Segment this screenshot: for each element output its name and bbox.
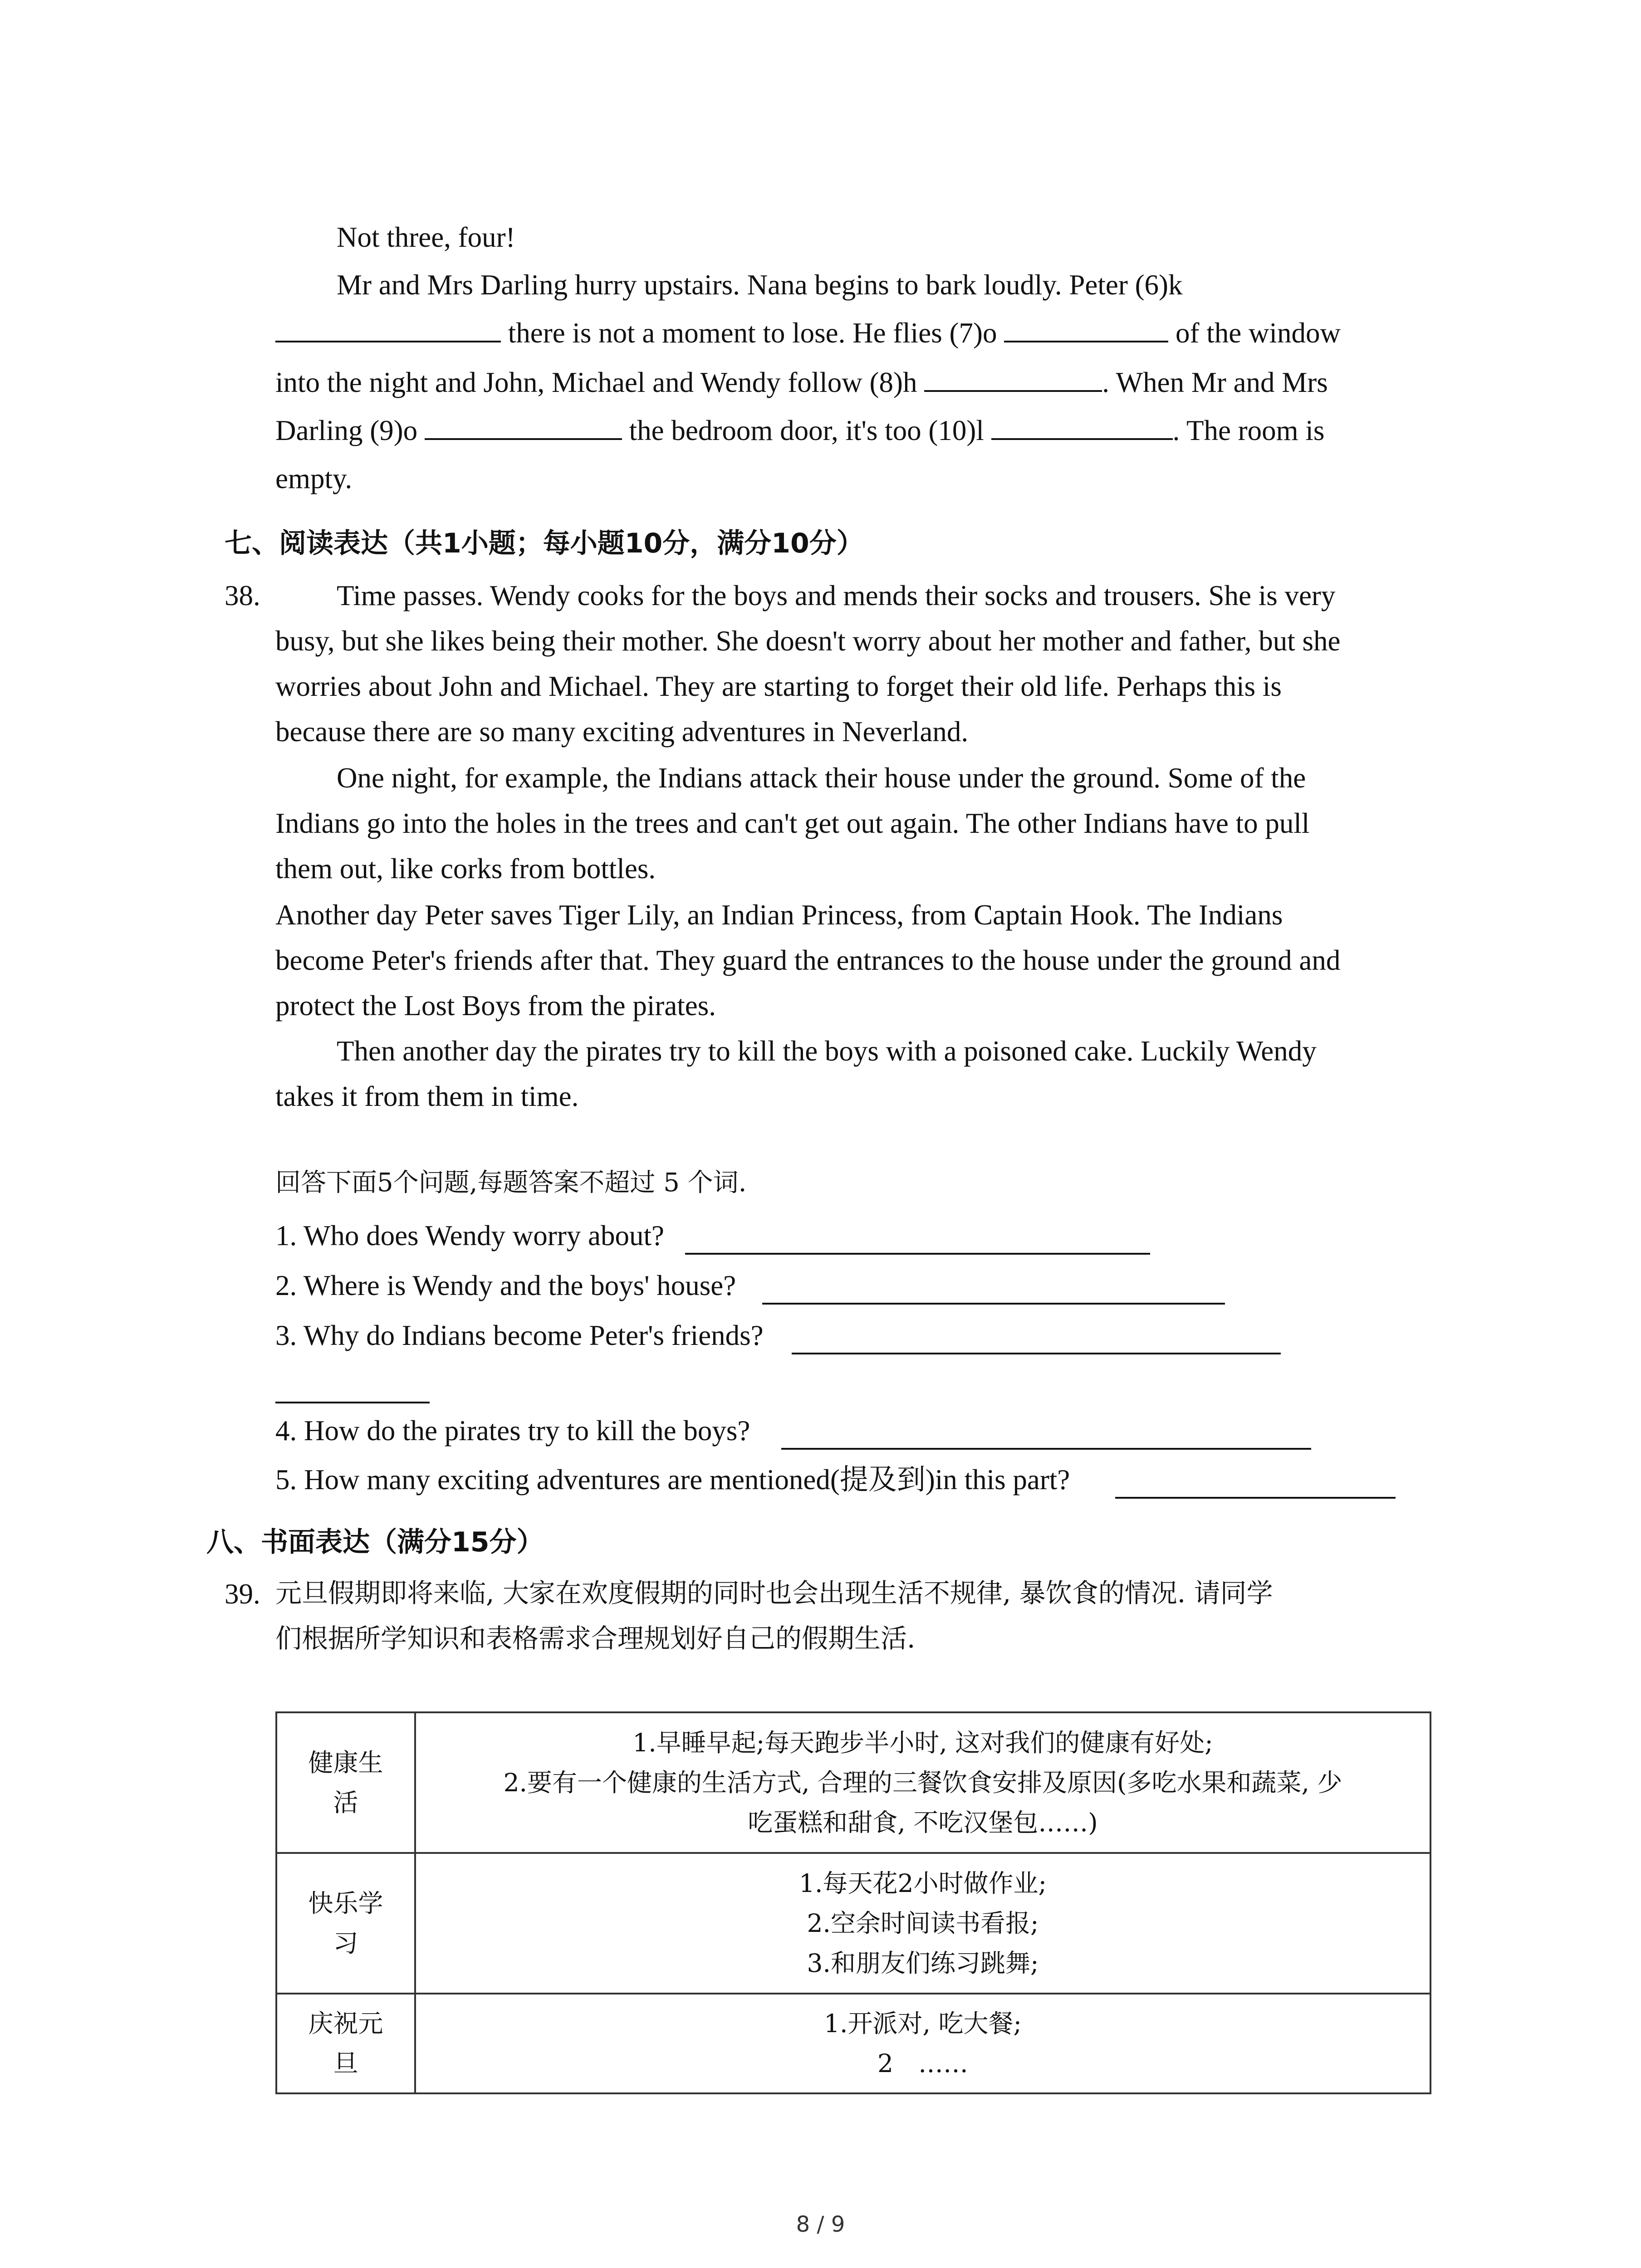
answer-line-2[interactable] [762,1303,1225,1305]
passage-line: Then another day the pirates try to kill the boys with a poisoned cake. Luckily Wendy [337,1035,1317,1067]
answer-line-5[interactable] [1115,1497,1396,1499]
page-number: 8 / 9 [796,2212,845,2237]
question-number: 39. [225,1578,260,1610]
answer-blank-7[interactable] [1004,338,1168,342]
answer-blank-6[interactable] [275,338,501,342]
story-text: into the night and John, Michael and Wendy follow (8)h [275,367,917,398]
passage-line: protect the Lost Boys from the pirates. [275,990,716,1022]
passage-line: Indians go into the holes in the trees and can't get out again. The other Indians have to pull [275,807,1310,839]
answer-instruction: 回答下面5个问题,每题答案不超过 5 个词. [275,1168,747,1198]
story-text: there is not a moment to lose. He flies (7)o [508,317,997,349]
question-4: 4. How do the pirates try to kill the boys? [275,1415,750,1447]
story-line: Not three, four! [337,221,515,253]
passage-line: worries about John and Michael. They are starting to forget their old life. Perhaps this is [275,670,1282,702]
question-3: 3. Why do Indians become Peter's friends? [275,1320,764,1351]
row-label-celebrate-new-year: 庆祝元 旦 [276,1994,415,2093]
passage-line: One night, for example, the Indians attack their house under the ground. Some of the [337,762,1306,794]
story-line [275,319,1341,347]
row-content-healthy-life: 1.早睡早起;每天跑步半小时, 这对我们的健康有好处; 2.要有一个健康的生活方式, 合理的三餐饮食安排及原因(多吃水果和蔬菜, 少 吃蛋糕和甜食, 不吃汉堡包……) [415,1712,1430,1853]
section-8-heading: 八、书面表达（满分15分） [206,1526,544,1558]
answer-line-4[interactable] [781,1448,1311,1450]
question-2: 2. Where is Wendy and the boys' house? [275,1270,736,1301]
question-5: 5. How many exciting adventures are mentioned(提及到)in this part? [275,1464,1070,1496]
story-text: the bedroom door, it's too (10)l [629,415,984,446]
answer-line-1[interactable] [685,1253,1150,1255]
answer-line-3[interactable] [792,1353,1281,1354]
passage-line: them out, like corks from bottles. [275,853,656,885]
story-text: of the window [1176,317,1341,349]
passage-line: because there are so many exciting adventures in Neverland. [275,716,969,748]
story-line: empty. [275,463,353,494]
story-text: Darling (9)o [275,415,418,446]
passage-line: busy, but she likes being their mother. She doesn't worry about her mother and father, but she [275,625,1341,657]
row-content-celebrate-new-year: 1.开派对, 吃大餐; 2 …… [415,1994,1430,2093]
story-text: . The room is [1172,415,1325,446]
story-text: . When Mr and Mrs [1102,367,1328,398]
section-7-heading: 七、阅读表达（共1小题；每小题10分，满分10分） [225,528,864,559]
row-content-happy-study: 1.每天花2小时做作业; 2.空余时间读书看报; 3.和朋友们练习跳舞; [415,1853,1430,1994]
holiday-plan-table [275,1711,1431,2094]
question-number: 38. [225,580,260,611]
passage-line: become Peter's friends after that. They guard the entrances to the house under the ground and [275,944,1341,976]
story-line [275,416,1324,445]
story-line [275,368,1328,397]
answer-blank-9[interactable] [425,435,622,440]
question-1: 1. Who does Wendy worry about? [275,1220,664,1251]
writing-prompt-line: 元旦假期即将来临, 大家在欢度假期的同时也会出现生活不规律, 暴饮食的情况. 请同学 [275,1578,1273,1608]
table-row [276,1853,1430,1994]
passage-line: Time passes. Wendy cooks for the boys and mends their socks and trousers. She is very [337,580,1336,611]
answer-blank-10[interactable] [991,435,1173,440]
passage-line: takes it from them in time. [275,1080,579,1112]
writing-prompt-line: 们根据所学知识和表格需求合理规划好自己的假期生活. [275,1623,916,1654]
row-label-healthy-life: 健康生 活 [276,1712,415,1853]
row-label-happy-study: 快乐学 习 [276,1853,415,1994]
answer-blank-8[interactable] [924,387,1102,392]
story-line: Mr and Mrs Darling hurry upstairs. Nana begins to bark loudly. Peter (6)k [337,269,1183,301]
table-row [276,1712,1430,1853]
answer-line-3-continued[interactable] [275,1402,430,1403]
table-row [276,1994,1430,2093]
passage-line: Another day Peter saves Tiger Lily, an Indian Princess, from Captain Hook. The Indians [275,899,1283,931]
